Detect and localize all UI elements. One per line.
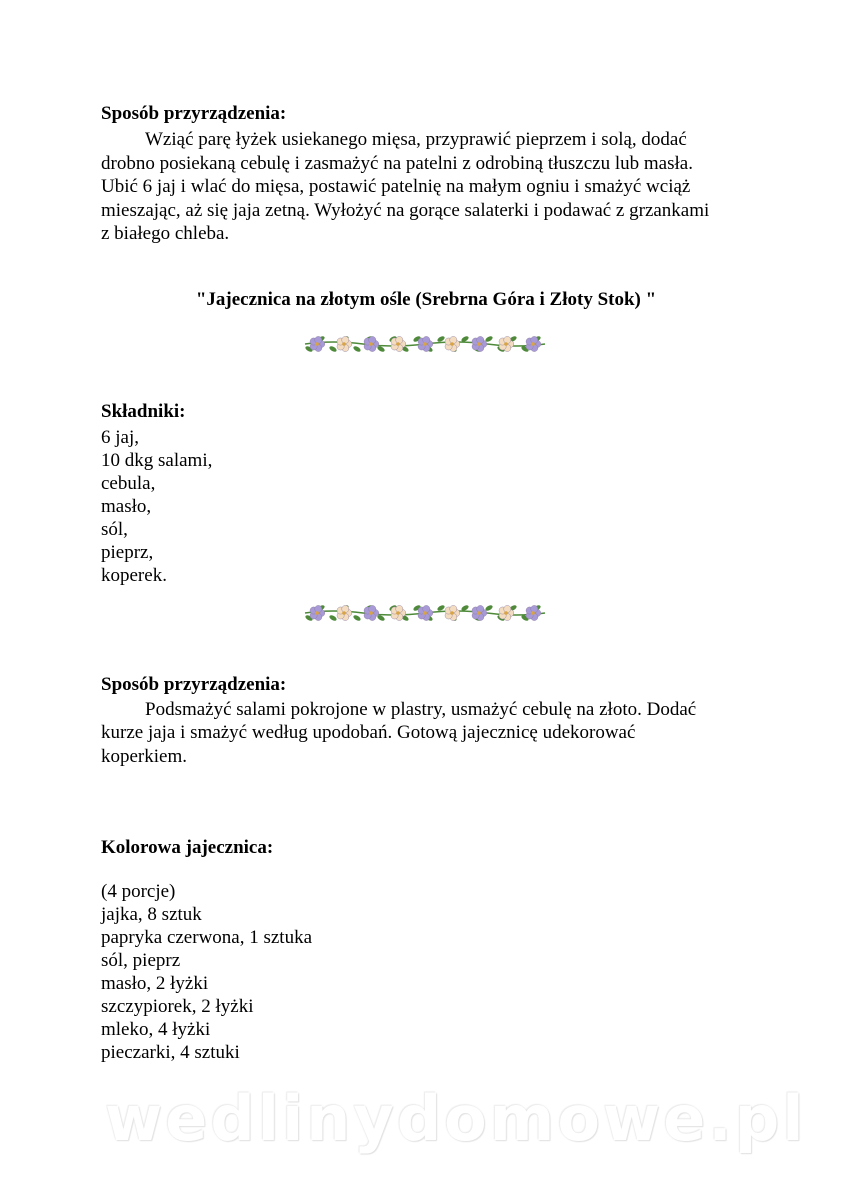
- recipe-title: Kolorowa jajecznica:: [101, 837, 274, 858]
- list-item: jajka, 8 sztuk: [101, 904, 202, 925]
- method-line: kurze jaja i smażyć według upodobań. Gotową jajecznicę udekorować: [101, 722, 636, 743]
- method-line: z białego chleba.: [101, 223, 230, 244]
- list-item: 6 jaj,: [101, 427, 139, 448]
- method-line: Podsmażyć salami pokrojone w plastry, usmażyć cebulę na złoto. Dodać: [145, 699, 697, 720]
- method-heading: Sposób przyrządzenia:: [101, 103, 287, 124]
- flower-icon: [445, 605, 460, 620]
- list-item: szczypiorek, 2 łyżki: [101, 996, 254, 1017]
- flower-icon: [472, 605, 487, 620]
- flower-divider: [303, 600, 547, 626]
- method-line: drobno posiekaną cebulę i zasmażyć na patelni z odrobiną tłuszczu lub masła.: [101, 153, 693, 174]
- list-item: papryka czerwona, 1 sztuka: [101, 927, 313, 948]
- flower-icon: [364, 605, 379, 620]
- leaf-icon: [328, 345, 337, 353]
- list-item: pieprz,: [101, 542, 154, 563]
- leaf-icon: [328, 614, 337, 622]
- flower-icon: [445, 336, 460, 351]
- method-heading: Sposób przyrządzenia:: [101, 674, 287, 695]
- ingredients-list: [101, 880, 312, 1064]
- recipe-title: "Jajecznica na złotym ośle (Srebrna Góra i Złoty Stok) ": [195, 289, 657, 310]
- list-item: mleko, 4 łyżki: [101, 1019, 211, 1040]
- list-item: sól, pieprz: [101, 950, 181, 971]
- flower-icon: [364, 336, 379, 351]
- list-item: 10 dkg salami,: [101, 450, 213, 471]
- flower-icon: [472, 336, 487, 351]
- flower-icon: [337, 336, 352, 351]
- method-line: Ubić 6 jaj i wlać do mięsa, postawić patelnię na małym ogniu i smażyć wciąż: [101, 176, 691, 197]
- ingredients-heading: Składniki:: [101, 401, 186, 422]
- portions: (4 porcje): [101, 881, 176, 902]
- list-item: cebula,: [101, 473, 156, 494]
- leaf-icon: [352, 345, 361, 353]
- list-item: masło, 2 łyżki: [101, 973, 209, 994]
- list-item: koperek.: [101, 565, 167, 586]
- method-line: koperkiem.: [101, 746, 188, 767]
- watermark: wedlinydomowe.pl: [105, 1082, 807, 1155]
- method-line: mieszając, aż się jaja zetną. Wyłożyć na gorące salaterki i podawać z grzankami: [101, 200, 710, 221]
- list-item: masło,: [101, 496, 152, 517]
- ingredients-list: [101, 426, 212, 587]
- flower-divider: [303, 331, 547, 357]
- flower-icon: [337, 605, 352, 620]
- method-line: Wziąć parę łyżek usiekanego mięsa, przyprawić pieprzem i solą, dodać: [145, 129, 687, 150]
- list-item: pieczarki, 4 sztuki: [101, 1042, 240, 1063]
- list-item: sól,: [101, 519, 128, 540]
- leaf-icon: [352, 614, 361, 622]
